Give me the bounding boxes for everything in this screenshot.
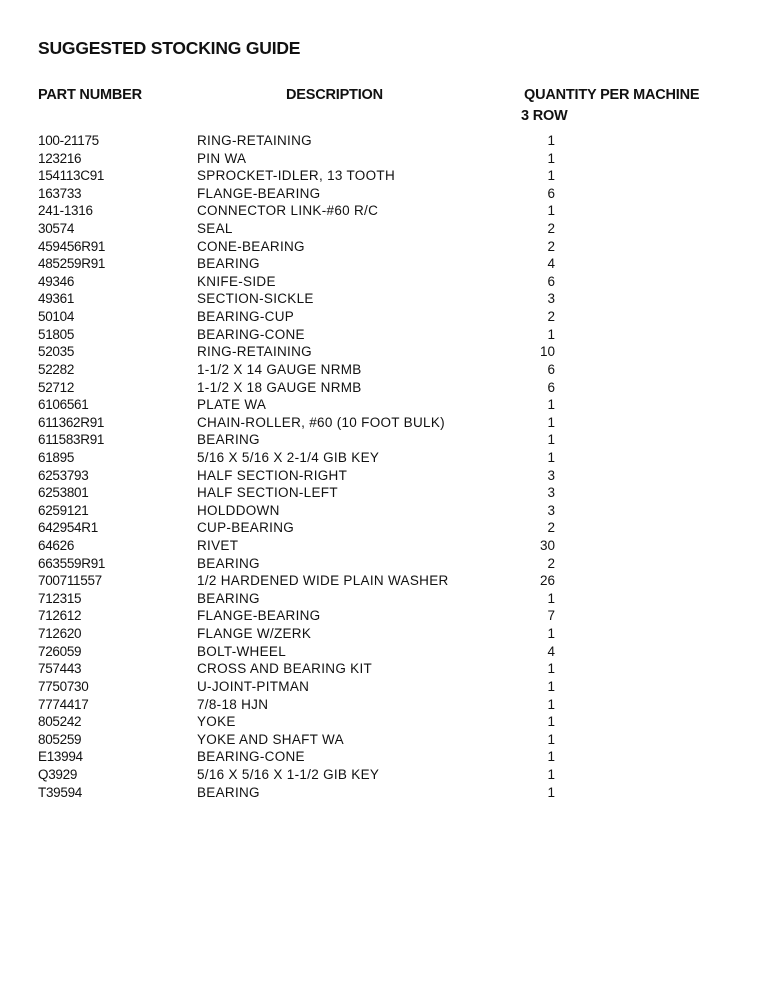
table-row <box>0 132 772 150</box>
description-cell: CHAIN-ROLLER, #60 (10 FOOT BULK) <box>197 414 445 430</box>
table-row <box>0 696 772 714</box>
description-cell: BEARING <box>197 590 260 606</box>
description-cell: PLATE WA <box>197 397 267 413</box>
description-cell: 7/8-18 HJN <box>197 696 269 712</box>
quantity-cell: 1 <box>547 714 555 730</box>
description-cell: BEARING <box>197 555 260 571</box>
quantity-cell: 6 <box>547 361 555 377</box>
table-row <box>0 238 772 256</box>
table-row <box>0 643 772 661</box>
part-number-cell: 123216 <box>38 150 82 166</box>
quantity-cell: 3 <box>547 502 555 518</box>
column-header-part-number: PART NUMBER <box>38 87 142 103</box>
quantity-cell: 10 <box>539 344 555 360</box>
table-row <box>0 537 772 555</box>
table-row <box>0 590 772 608</box>
description-cell: U-JOINT-PITMAN <box>197 678 310 694</box>
quantity-cell: 4 <box>547 256 555 272</box>
description-cell: 5/16 X 5/16 X 1-1/2 GIB KEY <box>197 766 380 782</box>
table-row <box>0 519 772 537</box>
description-cell: FLANGE-BEARING <box>197 608 321 624</box>
part-number-cell: 30574 <box>38 221 75 237</box>
part-number-cell: 642954R1 <box>38 520 98 536</box>
quantity-cell: 3 <box>547 291 555 307</box>
quantity-cell: 1 <box>547 449 555 465</box>
table-row <box>0 414 772 432</box>
part-number-cell: 712315 <box>38 590 82 606</box>
quantity-cell: 2 <box>547 520 555 536</box>
part-number-cell: 50104 <box>38 309 75 325</box>
part-number-cell: 163733 <box>38 185 82 201</box>
part-number-cell: 7750730 <box>38 678 89 694</box>
part-number-cell: 6259121 <box>38 502 89 518</box>
description-cell: FLANGE-BEARING <box>197 185 321 201</box>
description-cell: YOKE AND SHAFT WA <box>197 731 344 747</box>
part-number-cell: 459456R91 <box>38 238 106 254</box>
part-number-cell: 485259R91 <box>38 256 106 272</box>
quantity-cell: 2 <box>547 238 555 254</box>
part-number-cell: 6106561 <box>38 397 89 413</box>
stocking-table-body <box>0 132 772 801</box>
table-row <box>0 449 772 467</box>
part-number-cell: 100-21175 <box>38 133 99 148</box>
quantity-cell: 6 <box>547 185 555 201</box>
quantity-cell: 6 <box>547 379 555 395</box>
table-row <box>0 185 772 203</box>
column-header-description: DESCRIPTION <box>286 87 383 103</box>
description-cell: BEARING-CONE <box>197 326 305 342</box>
description-cell: RIVET <box>197 538 239 554</box>
description-cell: BOLT-WHEEL <box>197 643 287 659</box>
description-cell: RING-RETAINING <box>197 133 312 148</box>
description-cell: 1/2 HARDENED WIDE PLAIN WASHER <box>197 573 449 589</box>
quantity-cell: 4 <box>547 643 555 659</box>
quantity-cell: 7 <box>547 608 555 624</box>
description-cell: KNIFE-SIDE <box>197 273 276 289</box>
part-number-cell: E13994 <box>38 749 83 765</box>
part-number-cell: 700711557 <box>38 573 102 589</box>
part-number-cell: 805242 <box>38 714 82 730</box>
description-cell: CUP-BEARING <box>197 520 295 536</box>
quantity-cell: 26 <box>539 573 555 589</box>
table-row <box>0 343 772 361</box>
table-row <box>0 361 772 379</box>
quantity-cell: 1 <box>547 150 555 166</box>
quantity-cell: 3 <box>547 467 555 483</box>
part-number-cell: 7774417 <box>38 696 89 712</box>
description-cell: BEARING-CUP <box>197 309 295 325</box>
part-number-cell: 49361 <box>38 291 75 307</box>
quantity-cell: 1 <box>547 203 555 219</box>
description-cell: CONE-BEARING <box>197 238 305 254</box>
quantity-cell: 6 <box>547 273 555 289</box>
part-number-cell: 712620 <box>38 626 82 642</box>
part-number-cell: 154113C91 <box>38 168 105 184</box>
part-number-cell: 52282 <box>38 361 75 377</box>
table-row <box>0 555 772 573</box>
table-row <box>0 396 772 414</box>
description-cell: SEAL <box>197 221 233 237</box>
quantity-cell: 1 <box>547 626 555 642</box>
table-row <box>0 290 772 308</box>
quantity-cell: 1 <box>547 590 555 606</box>
part-number-cell: 241-1316 <box>38 203 93 219</box>
description-cell: BEARING-CONE <box>197 749 305 765</box>
part-number-cell: 805259 <box>38 731 82 747</box>
description-cell: 1-1/2 X 18 GAUGE NRMB <box>197 379 362 395</box>
part-number-cell: 611362R91 <box>38 414 105 430</box>
description-cell: FLANGE W/ZERK <box>197 626 312 642</box>
quantity-cell: 1 <box>547 397 555 413</box>
quantity-cell: 3 <box>547 485 555 501</box>
table-row <box>0 731 772 749</box>
quantity-cell: 1 <box>547 696 555 712</box>
description-cell: SPROCKET-IDLER, 13 TOOTH <box>197 168 395 184</box>
part-number-cell: 663559R91 <box>38 555 106 571</box>
table-row <box>0 255 772 273</box>
quantity-cell: 2 <box>547 309 555 325</box>
table-row <box>0 273 772 291</box>
part-number-cell: 64626 <box>38 538 75 554</box>
part-number-cell: 52035 <box>38 344 75 360</box>
part-number-cell: 49346 <box>38 273 75 289</box>
page-title: SUGGESTED STOCKING GUIDE <box>38 38 301 58</box>
quantity-cell: 1 <box>547 784 555 800</box>
quantity-cell: 1 <box>547 661 555 677</box>
description-cell: CROSS AND BEARING KIT <box>197 661 373 677</box>
part-number-cell: 6253801 <box>38 485 89 501</box>
part-number-cell: 611583R91 <box>38 432 105 448</box>
table-row <box>0 766 772 784</box>
description-cell: BEARING <box>197 784 260 800</box>
quantity-cell: 1 <box>547 414 555 430</box>
table-row <box>0 625 772 643</box>
part-number-cell: 712612 <box>38 608 82 624</box>
description-cell: HALF SECTION-RIGHT <box>197 467 348 483</box>
quantity-cell: 2 <box>547 555 555 571</box>
part-number-cell: 726059 <box>38 643 82 659</box>
quantity-cell: 30 <box>539 538 555 554</box>
table-row <box>0 326 772 344</box>
description-cell: PIN WA <box>197 150 247 166</box>
table-row <box>0 379 772 397</box>
part-number-cell: 757443 <box>38 661 82 677</box>
table-row <box>0 431 772 449</box>
table-row <box>0 748 772 766</box>
description-cell: SECTION-SICKLE <box>197 291 314 307</box>
description-cell: CONNECTOR LINK-#60 R/C <box>197 203 379 219</box>
table-row <box>0 678 772 696</box>
description-cell: 1-1/2 X 14 GAUGE NRMB <box>197 361 362 377</box>
description-cell: BEARING <box>197 432 260 448</box>
quantity-cell: 1 <box>547 678 555 694</box>
table-row <box>0 167 772 185</box>
table-row <box>0 784 772 802</box>
description-cell: 5/16 X 5/16 X 2-1/4 GIB KEY <box>197 449 380 465</box>
table-row <box>0 150 772 168</box>
column-subheader-3-row: 3 ROW <box>521 108 568 124</box>
table-row <box>0 607 772 625</box>
table-row <box>0 572 772 590</box>
table-row <box>0 467 772 485</box>
part-number-cell: T39594 <box>38 784 82 800</box>
quantity-cell: 1 <box>547 731 555 747</box>
description-cell: HOLDDOWN <box>197 502 280 518</box>
description-cell: RING-RETAINING <box>197 344 312 360</box>
part-number-cell: 6253793 <box>38 467 89 483</box>
table-row <box>0 660 772 678</box>
table-row <box>0 713 772 731</box>
table-row <box>0 502 772 520</box>
part-number-cell: Q3929 <box>38 766 78 782</box>
quantity-cell: 2 <box>547 221 555 237</box>
quantity-cell: 1 <box>547 168 555 184</box>
table-row <box>0 202 772 220</box>
description-cell: BEARING <box>197 256 260 272</box>
table-row <box>0 308 772 326</box>
quantity-cell: 1 <box>547 766 555 782</box>
table-row <box>0 220 772 238</box>
description-cell: HALF SECTION-LEFT <box>197 485 338 501</box>
quantity-cell: 1 <box>547 432 555 448</box>
quantity-cell: 1 <box>547 133 555 148</box>
part-number-cell: 52712 <box>38 379 75 395</box>
quantity-cell: 1 <box>547 749 555 765</box>
quantity-cell: 1 <box>547 326 555 342</box>
description-cell: YOKE <box>197 714 236 730</box>
column-header-quantity: QUANTITY PER MACHINE <box>524 87 700 103</box>
part-number-cell: 51805 <box>38 326 75 342</box>
part-number-cell: 61895 <box>38 449 75 465</box>
table-row <box>0 484 772 502</box>
